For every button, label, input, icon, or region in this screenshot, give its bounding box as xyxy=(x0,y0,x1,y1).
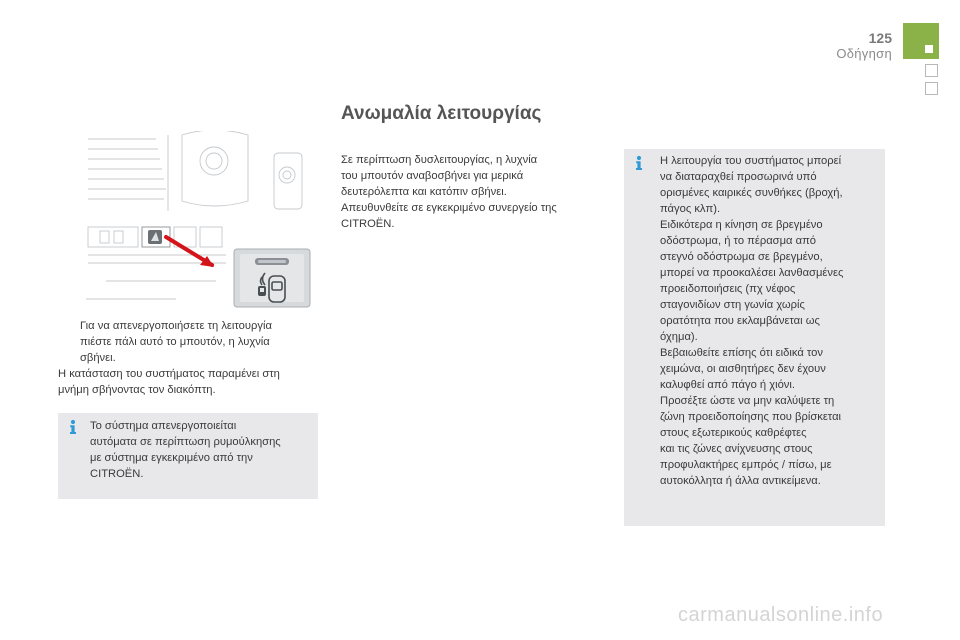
active-tab-marker xyxy=(925,45,933,53)
text-line: Απευθυνθείτε σε εγκεκριμένο συνεργείο της xyxy=(341,202,557,214)
text-line: σταγονιδίων στη γωνία χωρίς xyxy=(660,299,805,311)
text-line: καλυφθεί από πάγο ή χιόνι. xyxy=(660,379,795,391)
info-box-towing xyxy=(58,413,318,499)
text-line: πάγος κλπ). xyxy=(660,203,721,215)
text-line: προειδοποιήσεις (πχ νέφος xyxy=(660,283,796,295)
text-line: αυτοκόλλητα ή άλλα αντικείμενα. xyxy=(660,475,821,487)
text-line: σβήνει. xyxy=(80,352,116,364)
text-line: Σε περίπτωση δυσλειτουργίας, η λυχνία xyxy=(341,154,538,166)
text-line: Για να απενεργοποιήσετε τη λειτουργία xyxy=(80,320,272,332)
text-line: μνήμη σβήνοντας τον διακόπτη. xyxy=(58,384,216,396)
text-line: να διαταραχθεί προσωρινά υπό xyxy=(660,171,817,183)
text-line: πιέστε πάλι αυτό το μπουτόν, η λυχνία xyxy=(80,336,270,348)
text-line: CITROËN. xyxy=(90,468,144,480)
text-line: ορατότητα που εκλαμβάνεται ως xyxy=(660,315,820,327)
info-box-text xyxy=(90,418,310,482)
bullet-marker xyxy=(58,318,80,366)
section-title: Οδήγηση xyxy=(836,46,892,61)
text-line: δευτερόλεπτα και κατόπιν σβήνει. xyxy=(341,186,507,198)
text-line: Προσέξτε ώστε να μην καλύψετε τη xyxy=(660,395,835,407)
watermark: carmanualsonline.info xyxy=(678,604,884,626)
deactivate-instruction xyxy=(58,318,318,366)
text-line: με σύστημα εγκεκριμένο από την xyxy=(90,452,253,464)
pointer-arrow-icon xyxy=(166,237,214,267)
zoomed-button xyxy=(234,249,310,307)
chapter-tab-2[interactable] xyxy=(925,82,938,95)
text-line: χειμώνα, οι αισθητήρες δεν έχουν xyxy=(660,363,826,375)
text-line: μπορεί να προοκαλέσει λανθασμένες xyxy=(660,267,844,279)
text-line: Η λειτουργία του συστήματος μπορεί xyxy=(660,155,842,167)
state-memory-note xyxy=(58,366,320,398)
text-line: Βεβαιωθείτε επίσης ότι ειδικά τον xyxy=(660,347,823,359)
text-line: όχημα). xyxy=(660,331,698,343)
text-line: ζώνη προειδοποίησης που βρίσκεται xyxy=(660,411,842,423)
info-icon xyxy=(631,155,647,171)
info-icon xyxy=(65,419,81,435)
page-heading: Ανωμαλία λειτουργίας xyxy=(341,103,542,124)
text-line: αυτόματα σε περίπτωση ρυμούλκησης xyxy=(90,436,281,448)
chapter-tab-1[interactable] xyxy=(925,64,938,77)
text-line: ορισμένες καιρικές συνθήκες (βροχή, xyxy=(660,187,843,199)
text-line: του μπουτόν αναβοσβήνει για μερικά xyxy=(341,170,524,182)
text-line: προφυλακτήρες εμπρός / πίσω, με xyxy=(660,459,832,471)
text-line: στους εξωτερικούς καθρέφτες xyxy=(660,427,807,439)
text-line: CITROËN. xyxy=(341,218,395,230)
text-line: οδόστρωμα, ή το πέρασμα από xyxy=(660,235,817,247)
info-box-weather xyxy=(624,149,885,526)
text-line: στεγνό οδόστρωμα σε βρεγμένο, xyxy=(660,251,823,263)
page-number: 125 xyxy=(868,30,892,46)
info-box-text xyxy=(660,153,878,489)
malfunction-paragraph xyxy=(341,152,591,232)
text-line: Η κατάσταση του συστήματος παραμένει στη xyxy=(58,368,280,380)
text-line: Το σύστημα απενεργοποιείται xyxy=(90,420,237,432)
text-line: Ειδικότερα η κίνηση σε βρεγμένο xyxy=(660,219,823,231)
dashboard-switch-illustration xyxy=(86,131,318,309)
text-line: και τις ζώνες ανίχνευσης στους xyxy=(660,443,813,455)
dashboard-button xyxy=(148,230,162,244)
chapter-tab-active[interactable] xyxy=(903,23,939,59)
